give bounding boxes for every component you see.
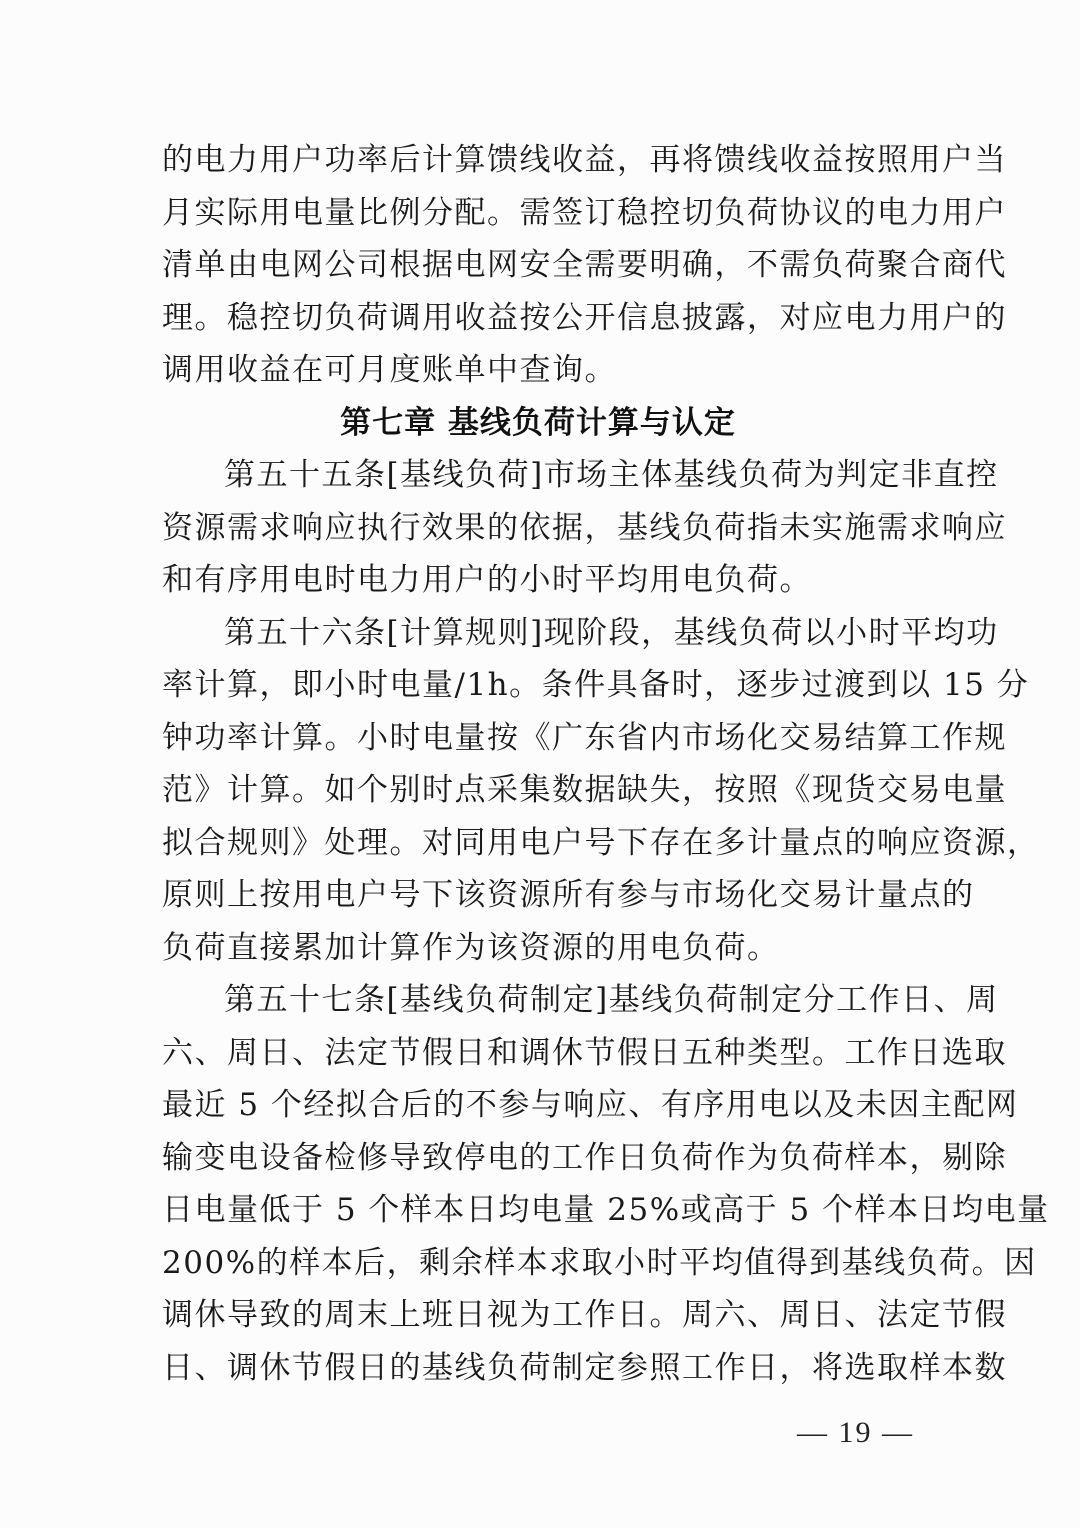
- article-55-line: 资源需求响应执行效果的依据，基线负荷指未实施需求响应: [162, 509, 1007, 546]
- page-number: — 19 —: [797, 1416, 914, 1449]
- article-56-line: 率计算，即小时电量/1h。条件具备时，逐步过渡到以 15 分: [162, 667, 1030, 703]
- article-56-line: 钟功率计算。小时电量按《广东省内市场化交易结算工作规: [162, 719, 1007, 756]
- article-56-line: 负荷直接累加计算作为该资源的用电负荷。: [162, 929, 780, 966]
- document-body: [162, 134, 1050, 1394]
- chapter-title: 第七章 基线负荷计算与认定: [340, 404, 736, 441]
- article-56-line: 原则上按用电户号下该资源所有参与市场化交易计量点的: [162, 877, 975, 913]
- article-57-line: 200%的样本后，剩余样本求取小时平均值得到基线负荷。因: [162, 1244, 1037, 1281]
- article-57-line: 日电量低于 5 个样本日均电量 25%或高于 5 个样本日均电量: [162, 1192, 1050, 1228]
- article-57-line: 第五十七条[基线负荷制定]基线负荷制定分工作日、周: [224, 982, 999, 1018]
- article-57-line: 日、调休节假日的基线负荷制定参照工作日，将选取样本数: [162, 1349, 1007, 1386]
- article-56-line: 范》计算。如个别时点采集数据缺失，按照《现货交易电量: [162, 772, 1007, 808]
- text-line: 清单由电网公司根据电网安全需要明确，不需负荷聚合商代: [162, 247, 1007, 283]
- article-55-line: 第五十五条[基线负荷]市场主体基线负荷为判定非直控: [224, 457, 999, 493]
- article-57-line: 调休导致的周末上班日视为工作日。周六、周日、法定节假: [162, 1297, 1007, 1333]
- article-57-line: 输变电设备检修导致停电的工作日负荷作为负荷样本，剔除: [162, 1139, 1007, 1176]
- text-line: 月实际用电量比例分配。需签订稳控切负荷协议的电力用户: [162, 194, 1007, 231]
- text-line: 调用收益在可月度账单中查询。: [162, 352, 617, 388]
- text-line: 理。稳控切负荷调用收益按公开信息披露，对应电力用户的: [162, 299, 1007, 336]
- article-55-line: 和有序用电时电力用户的小时平均用电负荷。: [162, 562, 812, 598]
- article-57-line: 六、周日、法定节假日和调休节假日五种类型。工作日选取: [162, 1034, 1007, 1071]
- article-57-line: 最近 5 个经拟合后的不参与响应、有序用电以及未因主配网: [162, 1087, 1019, 1123]
- text-line: 的电力用户功率后计算馈线收益，再将馈线收益按照用户当: [162, 142, 1007, 178]
- article-56-line: 拟合规则》处理。对同用电户号下存在多计量点的响应资源，: [162, 824, 1040, 861]
- article-56-line: 第五十六条[计算规则]现阶段，基线负荷以小时平均功: [224, 614, 999, 651]
